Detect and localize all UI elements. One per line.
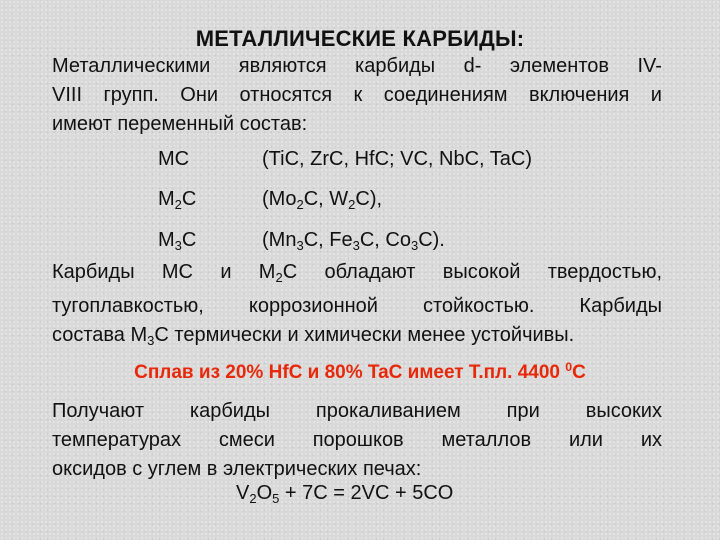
formula-type: $M_3C$ — [158, 229, 197, 253]
reaction-equation: $V_2O_5 + 7C = 2VC + 5CO$ — [236, 482, 454, 506]
properties-line-3: состава $M_3C$ термически и химически менее устойчивы. — [52, 323, 575, 348]
slide-title: МЕТАЛЛИЧЕСКИЕ КАРБИДЫ: — [195, 26, 525, 51]
formula-examples: ($Mo_2C$, $W_2C$), — [262, 188, 383, 212]
production-line-3: оксидов с углем в электрических печах: — [52, 458, 422, 480]
properties-line-1: Карбиды MC и $M_2C$ обладают высокой твердостью, — [52, 261, 662, 285]
formula-type: MC — [158, 148, 190, 170]
production-paragraph — [52, 397, 662, 484]
intro-line-3: имеют переменный состав: — [52, 113, 308, 135]
production-line-2: температурах смеси порошков металлов или их — [52, 429, 662, 451]
formula-examples: (TiC, ZrC, HfC; VC, NbC, TaC) — [262, 148, 533, 170]
formula-examples: ($Mn_3C$, $Fe_3C$, $Co_3C$). — [262, 229, 445, 253]
properties-paragraph — [52, 258, 662, 355]
alloy-highlight: Сплав из 20% HfC и 80% TaC имеет Т.пл. 4400 $^0$C — [134, 360, 586, 383]
production-line-1: Получают карбиды прокаливанием при высоких — [52, 400, 662, 422]
formula-row-m2c — [158, 188, 382, 212]
intro-line-1: Металлическими являются карбиды d- элементов IV- — [52, 55, 662, 77]
intro-paragraph — [52, 52, 662, 139]
formula-type: $M_2C$ — [158, 188, 197, 212]
intro-line-2: VIII групп. Они относятся к соединениям включения и — [52, 84, 662, 106]
formula-row-mc — [158, 148, 532, 171]
properties-line-2: тугоплавкостью, коррозионной стойкостью. Карбиды — [52, 294, 662, 317]
formula-row-m3c — [158, 229, 445, 253]
